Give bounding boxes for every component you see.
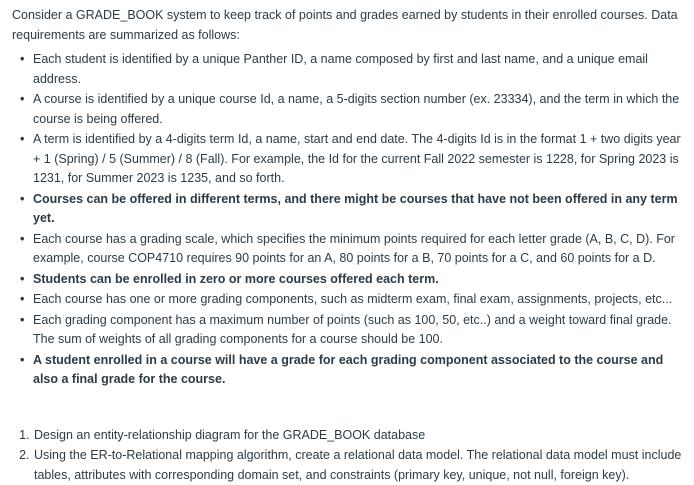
task-item: 2. Using the ER-to-Relational mapping algorithm, create a relational data model. The relational data model must include tables, attributes with corresponding domain set, and constraints (primary key, unique, not null, foreign key). — [33, 446, 688, 485]
requirement-item: • Each course has one or more grading components, such as midterm exam, final exam, assignments, projects, etc... — [33, 290, 688, 310]
requirement-item: • A student enrolled in a course will have a grade for each grading component associated to the course and also a final grade for the course. — [33, 351, 688, 390]
task-item: 1. Design an entity-relationship diagram for the GRADE_BOOK database — [33, 426, 688, 446]
requirements-list — [12, 50, 688, 390]
requirement-item: • Students can be enrolled in zero or more courses offered each term. — [33, 270, 688, 290]
intro-paragraph: Consider a GRADE_BOOK system to keep track of points and grades earned by students in their enrolled courses. Data requirements are summarized as follows: — [12, 6, 688, 45]
requirement-item: • A term is identified by a 4-digits term Id, a name, start and end date. The 4-digits Id is in the format 1 + two digits year + 1 (Spring) / 5 (Summer) / 8 (Fall). For example, the Id for the current Fall 2022 semester is 1228, for Spring 2023 is 1231, for Summer 2023 is 1235, and so forth. — [33, 130, 688, 189]
requirement-item: • Each student is identified by a unique Panther ID, a name composed by first and last name, and a unique email address. — [33, 50, 688, 89]
requirement-item: • Courses can be offered in different terms, and there might be courses that have not been offered in any term yet. — [33, 190, 688, 229]
requirement-item: • Each course has a grading scale, which specifies the minimum points required for each letter grade (A, B, C, D). For example, course COP4710 requires 90 points for an A, 80 points for a B, 70 points for a C, and 60 points for a D. — [33, 230, 688, 269]
tasks-list — [12, 426, 688, 485]
requirement-item: • A course is identified by a unique course Id, a name, a 5-digits section number (ex. 23334), and the term in which the course is being offered. — [33, 90, 688, 129]
requirement-item: • Each grading component has a maximum number of points (such as 100, 50, etc..) and a weight toward final grade. The sum of weights of all grading components for a course should be 100. — [33, 311, 688, 350]
